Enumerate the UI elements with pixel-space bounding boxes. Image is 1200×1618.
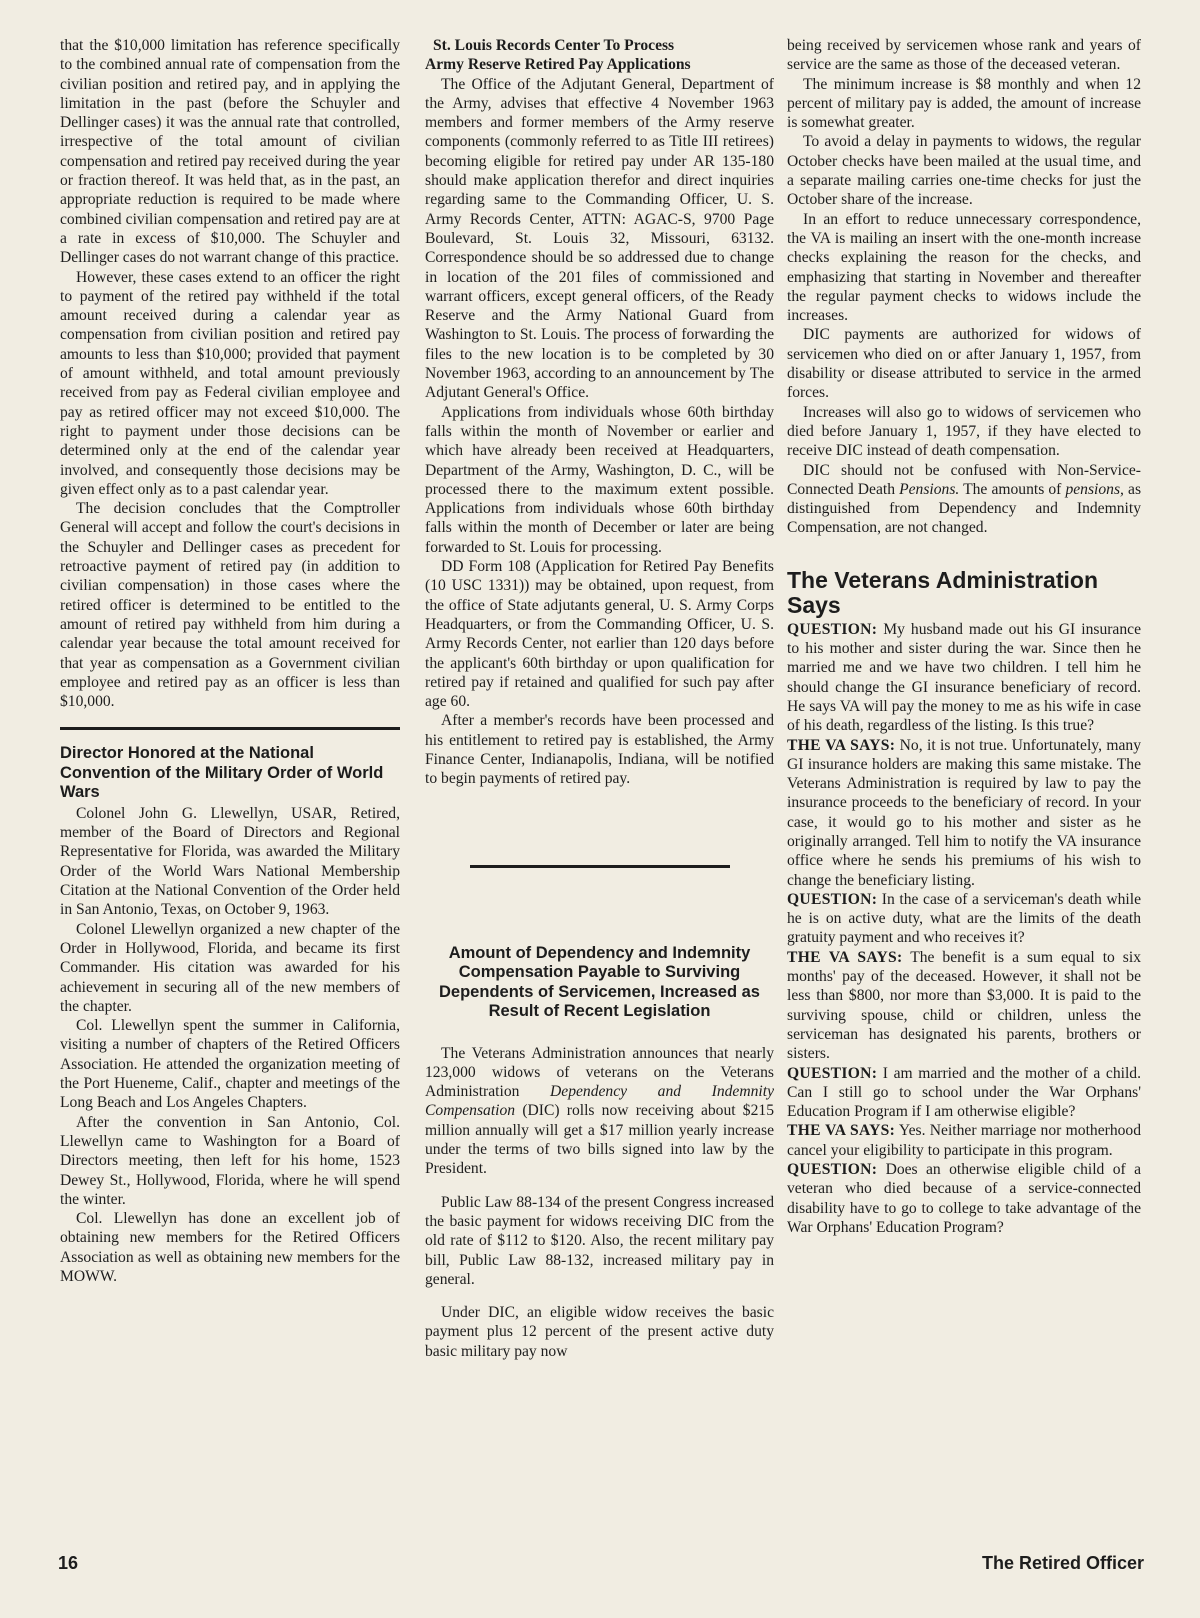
- question: [787, 620, 1141, 736]
- paragraph: that the $10,000 limitation has reference specifically to the combined annual rate of compensation from the civilian position and retired pay, and in applying the limitation in the past (before the Schuyler and Dellinger cases) it was the annual rate that controlled, irrespective of the total amount of civilian compensation and retired pay received during the year or fraction thereof. It was held that, as in the past, an appropriate reduction is required to be made where combined civilian compensation and retired pay are at a rate in excess of $10,000. The Schuyler and Dellinger cases do not warrant change of this practice.: [60, 37, 400, 267]
- text-run-italic: Pensions.: [899, 480, 960, 498]
- answer: [787, 948, 1141, 1064]
- paragraph: Col. Llewellyn has done an excellent job of obtaining new members for the Retired Officers Association as well as obtaining new members for the MOWW.: [60, 1210, 400, 1286]
- paragraph: After the convention in San Antonio, Col. Llewellyn came to Washington for a Board of Directors meeting, then left for his home, 1523 Dewey St., Hollywood, Florida, where he will spend the winter.: [60, 1113, 400, 1208]
- article-heading-line-1: St. Louis Records Center To Process: [433, 37, 675, 54]
- paragraph: DD Form 108 (Application for Retired Pay Benefits (10 USC 1331)) may be obtained, upon request, from the office of State adjutants general, U. S. Army Corps Headquarters, or from the Commanding Officer, U. S. Army Records Center, not earlier than 120 days before the applicant's 60th birthday or upon qualification for retired pay if retained and qualified for such pay after age 60.: [425, 558, 774, 711]
- question: [787, 1064, 1141, 1122]
- paragraph: Colonel Llewellyn organized a new chapter of the Order in Hollywood, Florida, and became its first Commander. His citation was awarded for his achievement in securing all of the new members of the chapter.: [60, 920, 400, 1015]
- answer-label: THE VA SAYS:: [787, 948, 903, 966]
- paragraph: The Office of the Adjutant General, Department of the Army, advises that effective 4 November 1963 members and former members of the Army reserve components (commonly referred to as Title III retirees) becoming eligible for retired pay under AR 135-180 should make application therefor and direct inquiries regarding same to the Commanding Officer, U. S. Army Records Center, ATTN: AGAC-S, 9700 Page Boulevard, St. Louis 32, Missouri, 63132. Correspondence should be so addressed due to change in location of the 201 files of commissioned and warrant officers, except general officers, of the Ready Reserve and the Army National Guard from Washington to St. Louis. The process of forwarding the files to the new location is to be completed by 30 November 1963, according to an announcement by The Adjutant General's Office.: [425, 75, 774, 402]
- paragraph: After a member's records have been processed and his entitlement to retired pay is established, the Army Finance Center, Indianapolis, Indiana, will be notified to begin payments of retired pay.: [425, 712, 774, 788]
- answer-label: THE VA SAYS:: [787, 736, 896, 754]
- paragraph: Increases will also go to widows of servicemen who died before January 1, 1957, if they have elected to receive DIC instead of death compensation.: [787, 403, 1141, 460]
- answer-text: No, it is not true. Unfortunately, many GI insurance holders are making this same mistake. The Veterans Administration is required by law to pay the insurance proceeds to the beneficiary of record. In your case, it would go to his mother and sister as he originally arranged. Tell him to notify the VA insurance office where he sends his premiums of his wish to change the beneficiary listing.: [787, 736, 1141, 889]
- section-divider: [470, 865, 730, 868]
- paragraph: The decision concludes that the Comptroller General will accept and follow the court's decisions in the Schuyler and Dellinger cases as precedent for retroactive payment of retired pay (in addition to civilian compensation) in those cases where the retired officer is determined to be entitled to the amount of retired pay withheld from him during a calendar year because the total amount received for that year as compensation as a Government civilian employee and retired pay as an officer is less than $10,000.: [60, 500, 400, 711]
- paragraph: The minimum increase is $8 monthly and when 12 percent of military pay is added, the amount of increase is somewhat greater.: [787, 75, 1141, 132]
- paragraph: [425, 1044, 774, 1179]
- answer: [787, 1121, 1141, 1160]
- paragraph: being received by servicemen whose rank and years of service are the same as those of the deceased veteran.: [787, 37, 1141, 74]
- question-text: I am married and the mother of a child. Can I still go to school under the War Orphans' Education Program if I am otherwise eligible?: [787, 1064, 1141, 1121]
- question-text: In the case of a serviceman's death while he is on active duty, what are the limits of the death gratuity payment and who receives it?: [787, 890, 1141, 947]
- paragraph: In an effort to reduce unnecessary correspondence, the VA is mailing an insert with the one-month increase checks explaining the reason for the checks, and emphasizing that starting in November and thereafter the regular payment checks to widows include the increases.: [787, 210, 1141, 325]
- question: [787, 890, 1141, 948]
- question: [787, 1160, 1141, 1237]
- article-heading-dic: Amount of Dependency and Indemnity Compensation Payable to Surviving Dependents of Servicemen, Increased as Result of Recent Legislation: [439, 943, 760, 1021]
- text-run: The Veterans Administration announces that nearly 123,000 widows of veterans on the Veterans Administration: [425, 1044, 774, 1101]
- page-number: 16: [58, 1553, 79, 1573]
- column-3: [787, 36, 1141, 1237]
- paragraph: However, these cases extend to an officer the right to payment of the retired pay withheld if the total amount received during a calendar year as compensation from civilian position and retired pay amounts to less than $10,000; provided that payment of amount withheld, and total amount previously received from pay as Federal civilian employee and pay as retired officer may not exceed $10,000. The right to payment under those decisions can be determined only at the end of the calendar year involved, and consequently those decisions may be given effect only as to a past calendar year.: [60, 268, 400, 498]
- column-2: [425, 36, 774, 1361]
- text-run-italic: Dependency and Indemnity Compensation: [425, 1083, 774, 1120]
- text-run: The amounts of: [959, 480, 1066, 498]
- answer-text: Yes. Neither marriage nor motherhood cancel your eligibility to participate in this program.: [787, 1122, 1142, 1159]
- column-1: [60, 36, 400, 1286]
- paragraph: Applications from individuals whose 60th birthday falls within the month of November or earlier and which have already been received at Headquarters, Department of the Army, Washington, D. C., will be processed there to the maximum extent possible. Applications from individuals whose 60th birthday falls within the month of December or later are being forwarded to St. Louis for processing.: [425, 403, 774, 556]
- answer: [787, 736, 1141, 890]
- paragraph: Col. Llewellyn spent the summer in California, visiting a number of chapters of the Retired Officers Association. He attended the organization meeting of the Port Hueneme, Calif., chapter and meetings of the Long Beach and Los Angeles Chapters.: [60, 1017, 400, 1112]
- va-says-heading: The Veterans Administration Says: [787, 566, 1098, 618]
- answer-text: The benefit is a sum equal to six months' pay of the deceased. However, it shall not be less than $800, nor more than $3,000. It is paid to the surviving spouse, child or children, unless the serviceman has designated his parents, brothers or sisters.: [787, 948, 1142, 1063]
- section-divider: [60, 727, 400, 730]
- answer-label: THE VA SAYS:: [787, 1122, 896, 1140]
- question-text: Does an otherwise eligible child of a veteran who died because of a service-connected disability have to go to college to take advantage of the War Orphans' Education Program?: [787, 1161, 1141, 1236]
- question-label: QUESTION:: [787, 620, 878, 638]
- paragraph: Under DIC, an eligible widow receives the basic payment plus 12 percent of the present active duty basic military pay now: [425, 1304, 774, 1360]
- text-run-italic: pensions,: [1065, 480, 1124, 498]
- paragraph: Colonel John G. Llewellyn, USAR, Retired, member of the Board of Directors and Regional Representative for Florida, was awarded the Military Order of the World Wars National Membership Citation at the National Convention of the Order held in San Antonio, Texas, on October 9, 1963.: [60, 804, 400, 919]
- paragraph: Public Law 88-134 of the present Congress increased the basic payment for widows receiving DIC from the old rate of $112 to $120. Also, the recent military pay bill, Public Law 88-132, increased military pay in general.: [425, 1193, 775, 1288]
- question-label: QUESTION:: [787, 890, 878, 908]
- text-run: DIC should not be confused with Non-Service-Connected Death: [787, 461, 1141, 498]
- question-text: My husband made out his GI insurance to his mother and sister during the war. Since then he married me and we have two children. I tell him he should change the GI insurance beneficiary of record. He says VA will pay the money to me as his wife in case of his death, regardless of the listing. Is this true?: [787, 620, 1141, 735]
- paragraph: [787, 461, 1141, 538]
- question-label: QUESTION:: [787, 1064, 878, 1082]
- text-run: as distinguished from Dependency and Indemnity Compensation, are not changed.: [787, 480, 1142, 537]
- text-run: (DIC) rolls now receiving about $215 million annually will get a $17 million yearly increase under the terms of two bills signed into law by the President.: [425, 1102, 774, 1178]
- question-label: QUESTION:: [787, 1161, 878, 1179]
- publication-title: The Retired Officer: [981, 1553, 1144, 1573]
- paragraph: DIC payments are authorized for widows of servicemen who died on or after January 1, 1957, from disability or disease attributed to service in the armed forces.: [787, 326, 1141, 402]
- paragraph: To avoid a delay in payments to widows, the regular October checks have been mailed at the usual time, and a separate mailing carries one-time checks for just the October share of the increase.: [787, 133, 1141, 209]
- article-heading-director-honored: Director Honored at the National Convention of the Military Order of World Wars: [60, 744, 384, 802]
- article-heading-line-2: Army Reserve Retired Pay Applications: [425, 56, 691, 74]
